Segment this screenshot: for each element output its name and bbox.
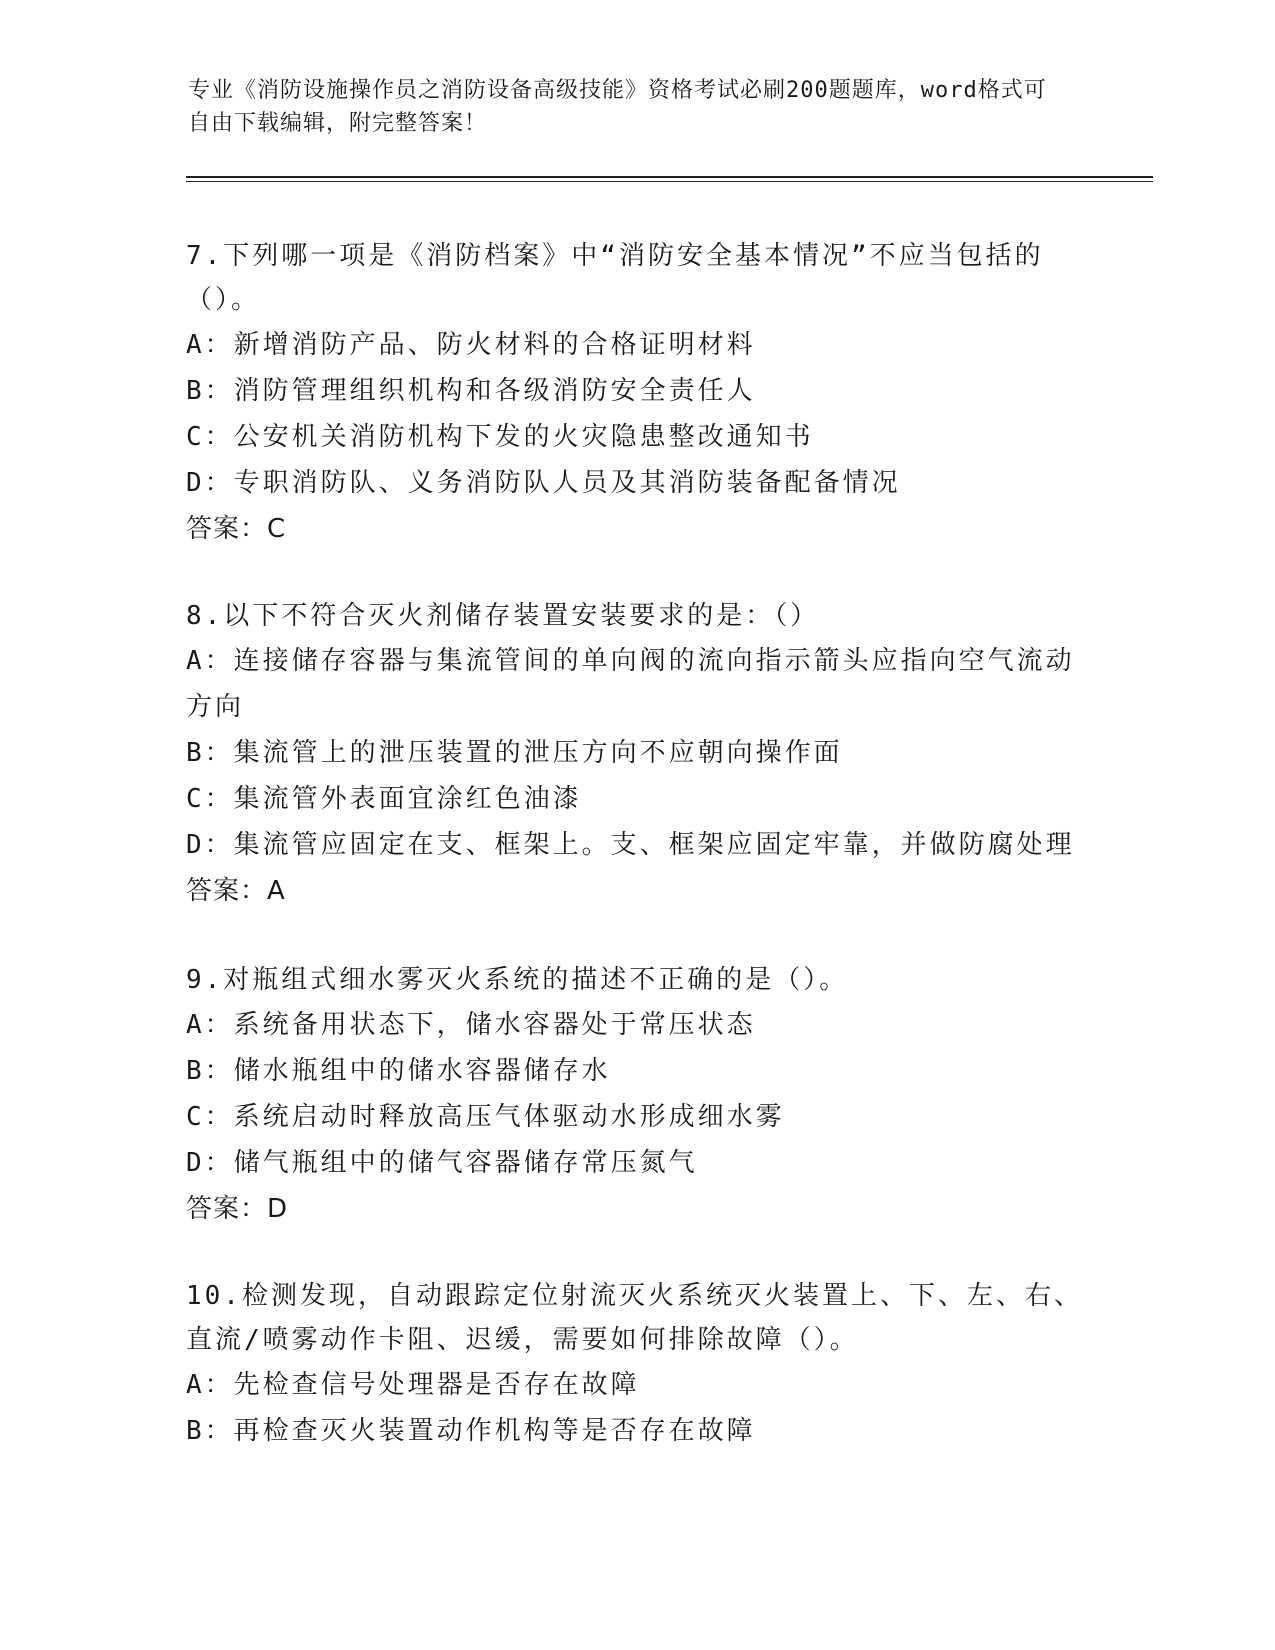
option-a: A：新增消防产品、防火材料的合格证明材料: [186, 330, 756, 360]
option-d: D：专职消防队、义务消防队人员及其消防装备配备情况: [186, 468, 901, 498]
question-10: [186, 1274, 1086, 1454]
question-9: [186, 958, 1086, 1232]
document-header: 专业《消防设施操作员之消防设备高级技能》资格考试必刷200题题库，word格式可自由下载编辑，附完整答案！: [188, 78, 1047, 136]
header-divider-thin: [186, 181, 1153, 182]
option-c: C：集流管外表面宜涂红色油漆: [186, 784, 582, 814]
option-a: A：先检查信号处理器是否存在故障: [186, 1370, 640, 1400]
option-b: B：集流管上的泄压装置的泄压方向不应朝向操作面: [186, 738, 843, 768]
answer: 答案：A: [186, 876, 286, 906]
header-divider-thick: [186, 176, 1153, 178]
question-stem: 9.对瓶组式细水雾灭火系统的描述不正确的是（）。: [186, 965, 849, 995]
option-b: B：再检查灭火装置动作机构等是否存在故障: [186, 1416, 756, 1446]
question-8: [186, 594, 1086, 914]
answer: 答案：C: [186, 514, 287, 544]
option-a: A：系统备用状态下，储水容器处于常压状态: [186, 1010, 756, 1040]
question-stem: 10.检测发现，自动跟踪定位射流灭火系统灭火装置上、下、左、右、直流/喷雾动作卡阻、迟缓，需要如何排除故障（）。: [186, 1281, 1083, 1355]
question-7: [186, 234, 1086, 552]
question-stem: 8.以下不符合灭火剂储存装置安装要求的是：（）: [186, 601, 820, 631]
option-b: B：消防管理组织机构和各级消防安全责任人: [186, 376, 756, 406]
option-c: C：公安机关消防机构下发的火灾隐患整改通知书: [186, 422, 814, 452]
answer: 答案：D: [186, 1194, 289, 1224]
option-c: C：系统启动时释放高压气体驱动水形成细水雾: [186, 1102, 785, 1132]
question-stem: 7.下列哪一项是《消防档案》中“消防安全基本情况”不应当包括的（）。: [186, 241, 1044, 315]
option-b: B：储水瓶组中的储水容器储存水: [186, 1056, 611, 1086]
option-a: A：连接储存容器与集流管间的单向阀的流向指示箭头应指向空气流动方向: [186, 646, 1075, 722]
option-d: D：集流管应固定在支、框架上。支、框架应固定牢靠，并做防腐处理: [186, 830, 1075, 860]
option-d: D：储气瓶组中的储气容器储存常压氮气: [186, 1148, 698, 1178]
